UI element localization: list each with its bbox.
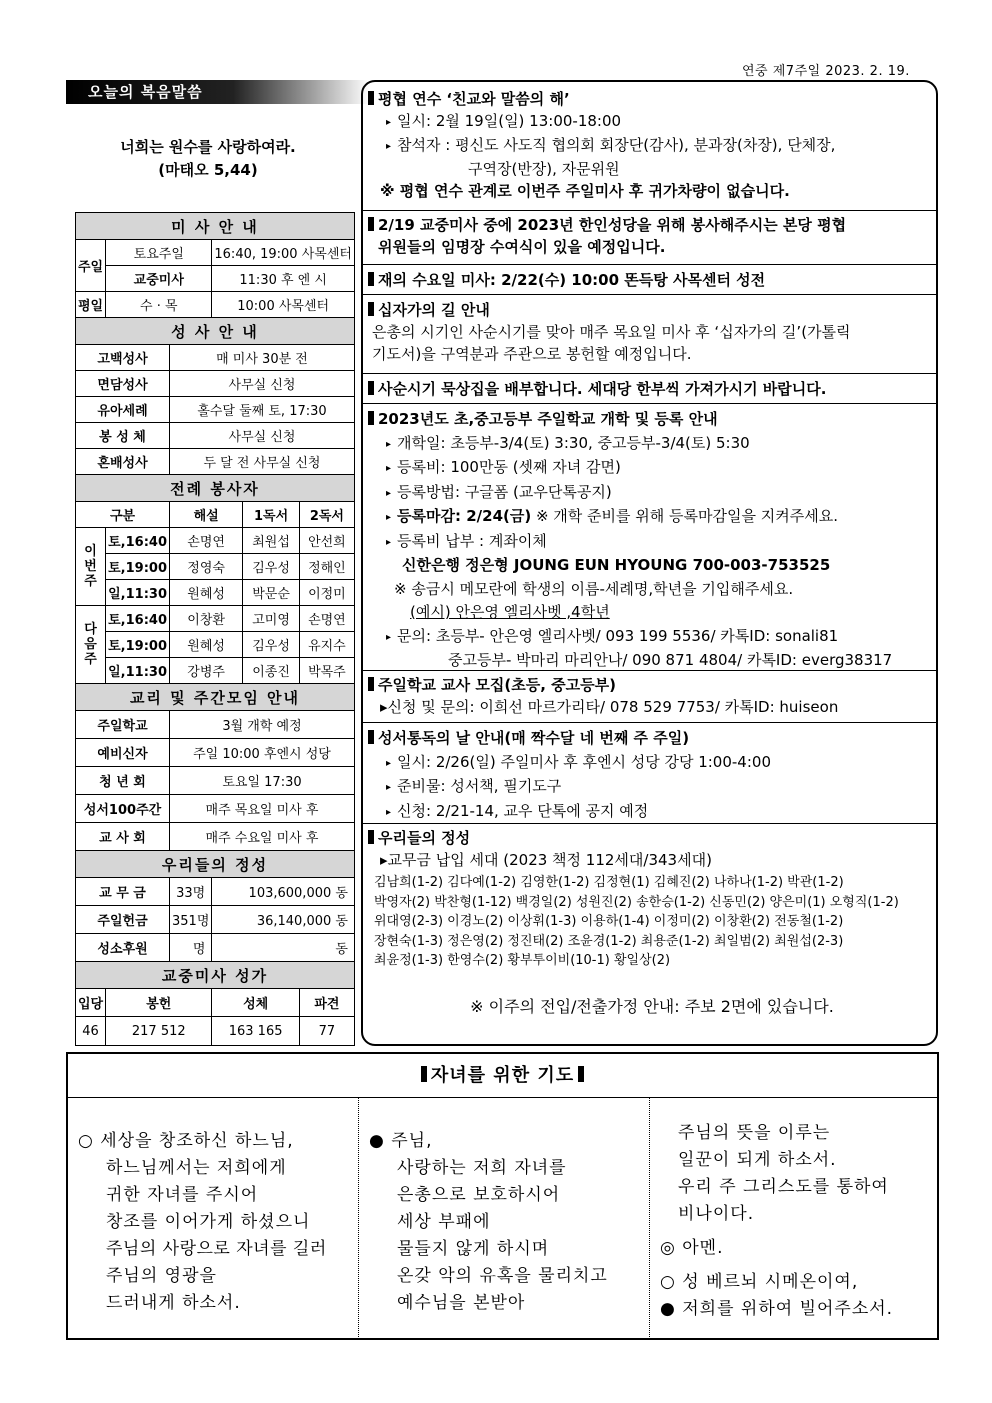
donor-line: 박영자(2) 박찬형(1-12) 백경일(2) 성원진(2) 송한승(1-2) 신동민(2) 양은미(1) 오형직(1-2)	[374, 894, 899, 910]
meeting-name: 예비신자	[76, 739, 170, 767]
donor-line: 최윤정(1-3) 한영수(2) 황부투이비(10-1) 황일상(2)	[374, 953, 671, 968]
bullet-icon: ▸	[386, 463, 392, 474]
divider	[363, 264, 936, 265]
prayer-column-2	[359, 1098, 650, 1339]
meeting-name: 주일학교	[76, 711, 170, 739]
section-marker-icon	[368, 217, 374, 231]
announcement-lent-book	[368, 378, 936, 400]
prayer-line: 사랑하는 저희 자녀를	[397, 1158, 567, 1178]
announcement-line: 중고등부- 박마리 마리안나/ 090 871 4804/ 카톡ID: everg38317	[448, 651, 893, 669]
mass-sat-time: 16:40, 19:00 사목센터	[212, 240, 355, 266]
bullet-icon: ▸	[386, 512, 392, 523]
announcement-note: ※ 송금시 메모란에 학생의 이름-세례명,학년을 기입해주세요.	[394, 579, 794, 598]
announcement-line: 문의: 초등부- 안은영 엘리사벳/ 093 199 5536/ 카톡ID: sonali81	[397, 626, 839, 645]
prayer-line: ○ 세상을 창조하신 하느님,	[78, 1131, 294, 1151]
prayer-title-text: 자녀를 위한 기도	[430, 1065, 575, 1086]
server-commentator: 강병주	[170, 658, 243, 684]
server-time: 일,11:30	[106, 580, 170, 606]
donor-names	[374, 873, 936, 971]
bullet-icon: ▸	[386, 806, 392, 818]
hymn-header: 봉헌	[106, 989, 212, 1017]
meeting-name: 성서100주간	[76, 795, 170, 823]
announcement-line: 2/19 교중미사 중에 2023년 한인성당을 위해 봉사해주시는 본당 평협	[378, 216, 847, 234]
gospel-title-bar	[66, 80, 370, 104]
announcement-line: 은총의 시기인 사순시기를 맞아 매주 목요일 미사 후 ‘십자가의 길’(가톨릭	[372, 323, 851, 341]
announcement-appointment	[368, 214, 936, 258]
prayer-saint: ○ 성 베르뇌 시메온이여,	[660, 1272, 859, 1292]
announcement-line: 개학일: 초등부-3/4(토) 3:30, 중고등부-3/4(토) 5:30	[397, 433, 750, 452]
gospel-reference: (마태오 5,44)	[158, 161, 258, 179]
sacrament-info: 매 미사 30분 전	[170, 345, 355, 371]
announcement-title: 평협 연수 ‘친교와 말씀의 해’	[378, 90, 570, 108]
mass-sat-label: 토요주일	[106, 240, 212, 266]
offering-section-title: 우리들의 정성	[76, 851, 355, 878]
bullet-icon: ▸	[386, 438, 392, 450]
meetings-section-title: 교리 및 주간모임 안내	[76, 684, 355, 711]
sacrament-info: 사무실 신청	[170, 423, 355, 449]
divider	[363, 722, 936, 723]
announcement-synod	[368, 88, 936, 202]
prayer-line: 일꾼이 되게 하소서.	[678, 1150, 837, 1170]
prayer-line: 주님의 뜻을 이루는	[678, 1123, 831, 1143]
announcement-line: 참석자 : 평신도 사도직 협의회 회장단(감사), 분과장(차장), 단체장,	[397, 136, 836, 154]
server-reader1: 이종진	[243, 658, 300, 684]
hymn-header: 성체	[212, 989, 299, 1017]
prayer-line: 귀한 자녀를 주시어	[106, 1185, 259, 1205]
donor-line: 위대영(2-3) 이경노(2) 이상휘(1-3) 이용하(1-4) 이정미(2) 이창환(2) 전동철(1-2)	[374, 914, 844, 929]
mass-section-title: 미 사 안 내	[76, 213, 355, 240]
server-reader2: 이정미	[299, 580, 354, 606]
server-reader2: 유지수	[299, 632, 354, 658]
server-reader1: 김우성	[243, 632, 300, 658]
announcement-line: 준비물: 성서책, 필기도구	[397, 777, 562, 795]
server-time: 토,16:40	[106, 528, 170, 554]
announcement-line: ※ 개학 준비를 위해 등록마감일을 지켜주세요.	[531, 507, 838, 525]
divider	[363, 823, 936, 824]
offering-count: 351명	[170, 906, 212, 934]
announcement-note: ※ 평협 연수 관계로 이번주 주일미사 후 귀가차량이 없습니다.	[380, 182, 790, 200]
announcement-stations	[368, 299, 936, 365]
prayer-line: 온갖 악의 유혹을 물리치고	[397, 1266, 608, 1286]
info-table	[75, 212, 355, 1046]
announcement-line: 재의 수요일 미사: 2/22(수) 10:00 똔득탕 사목센터 성전	[378, 271, 766, 289]
announcement-line: ▸교무금 납입 세대 (2023 책정 112세대/343세대)	[380, 851, 712, 869]
section-marker-icon	[421, 1066, 427, 1082]
announcement-bible-day	[368, 727, 936, 824]
bullet-icon: ▸	[386, 487, 392, 499]
prayer-line: 주님의 사랑으로 자녀를 길러	[106, 1239, 327, 1259]
sacrament-name: 봉 성 체	[76, 423, 170, 449]
meeting-name: 교 사 회	[76, 823, 170, 851]
sacrament-name: 면담성사	[76, 371, 170, 397]
server-time: 토,19:00	[106, 554, 170, 580]
meeting-info: 주일 10:00 후엔시 성당	[170, 739, 355, 767]
announcement-line: 위원들의 임명장 수여식이 있을 예정입니다.	[378, 238, 666, 256]
servers-header: 구분	[76, 502, 170, 528]
server-reader2: 박목주	[299, 658, 354, 684]
section-marker-icon	[368, 91, 374, 105]
donor-line: 김남희(1-2) 김다예(1-2) 김영한(1-2) 김정현(1) 김혜진(2) 나하나(1-2) 박관(1-2)	[374, 875, 844, 890]
hymn-header: 파견	[299, 989, 354, 1017]
announcement-line: 등록비: 100만동 (셋째 자녀 감면)	[397, 458, 621, 476]
announcement-ash-wednesday	[368, 269, 936, 291]
bullet-icon: ▸	[386, 536, 392, 548]
divider	[363, 210, 936, 211]
prayer-column-3	[650, 1098, 937, 1339]
prayer-amen: ◎ 아멘.	[660, 1238, 724, 1258]
next-week-text: 다음주	[84, 622, 97, 667]
prayer-line: 드러내게 하소서.	[106, 1293, 241, 1313]
announcement-line: 구역장(반장), 자문위원	[468, 160, 620, 178]
bullet-icon: ▸	[386, 141, 392, 152]
announcement-teacher-recruit	[368, 674, 936, 718]
bullet-icon: ▸	[386, 631, 392, 643]
gospel-title: 오늘의 복음말씀	[88, 83, 203, 101]
announcement-line: 일시: 2월 19일(일) 13:00-18:00	[397, 112, 622, 130]
server-commentator: 정영숙	[170, 554, 243, 580]
announcement-line: 등록방법: 구글폼 (교우단톡공지)	[397, 482, 612, 501]
transfer-notice: ※ 이주의 전입/전출가정 안내: 주보 2면에 있습니다.	[470, 997, 834, 1016]
hymn-number: 217 512	[106, 1017, 212, 1046]
server-reader1: 박문순	[243, 580, 300, 606]
servers-header: 해설	[170, 502, 243, 528]
offering-name: 교 무 금	[76, 878, 170, 906]
server-time: 일,11:30	[106, 658, 170, 684]
server-reader1: 최원섭	[243, 528, 300, 554]
announcement-title: 우리들의 정성	[378, 829, 471, 847]
prayer-line: 비나이다.	[678, 1204, 755, 1224]
section-marker-icon	[368, 677, 374, 691]
meeting-info: 매주 수요일 미사 후	[170, 823, 355, 851]
donor-line: 장현숙(1-3) 정은영(2) 정진태(2) 조윤경(1-2) 최용준(1-2) 최일범(2) 최원섭(2-3)	[374, 933, 844, 949]
server-commentator: 손명연	[170, 528, 243, 554]
mass-weekday-label: 평일	[76, 292, 106, 318]
hymn-section-title: 교중미사 성가	[76, 962, 355, 989]
sacrament-name: 혼배성사	[76, 449, 170, 475]
meeting-name: 청 년 회	[76, 767, 170, 795]
example-text: (예시) 안은영 엘리사벳 ,4학년	[410, 603, 610, 621]
announcement-sunday-school	[368, 408, 936, 673]
prayer-line: 창조를 이어가게 하셨으니	[106, 1212, 311, 1232]
announcement-line: 등록비 납부 : 계좌이체	[397, 531, 547, 550]
offering-amount: 36,140,000 동	[212, 906, 355, 934]
divider	[363, 294, 936, 295]
section-marker-icon	[368, 730, 374, 744]
announcement-line: 일시: 2/26(일) 주일미사 후 후엔시 성당 강당 1:00-4:00	[397, 752, 771, 771]
prayer-line: 물들지 않게 하시며	[397, 1239, 550, 1259]
offering-count: 33명	[170, 878, 212, 906]
server-reader1: 고미영	[243, 606, 300, 632]
servers-section-title: 전례 봉사자	[76, 475, 355, 502]
prayer-title	[68, 1054, 937, 1098]
announcement-example	[368, 601, 936, 625]
prayer-line: 은총으로 보호하시어	[397, 1185, 561, 1205]
gospel-verse: 너희는 원수를 사랑하여라.	[120, 138, 296, 156]
meeting-info: 3월 개학 예정	[170, 711, 355, 739]
prayer-line: 우리 주 그리스도를 통하여	[678, 1177, 889, 1197]
bulletin-date: 연중 제7주일 2023. 2. 19.	[742, 64, 910, 79]
announcement-offering	[368, 827, 936, 871]
server-reader2: 안선희	[299, 528, 354, 554]
prayer-line: 예수님을 본받아	[397, 1293, 526, 1313]
sacrament-name: 유아세례	[76, 397, 170, 423]
sacrament-section-title: 성 사 안 내	[76, 318, 355, 345]
announcement-title: 성서통독의 날 안내(매 짝수달 네 번째 주 주일)	[378, 729, 690, 747]
hymn-number: 163 165	[212, 1017, 299, 1046]
sacrament-info: 사무실 신청	[170, 371, 355, 397]
prayer-line: 주님의 영광을	[106, 1266, 217, 1286]
offering-amount: 동	[212, 934, 355, 962]
mass-main-time: 11:30 후 엔 시	[212, 266, 355, 292]
hymn-header: 입당	[76, 989, 106, 1017]
bullet-icon: ▸	[386, 757, 392, 769]
servers-header: 1독서	[243, 502, 300, 528]
hymn-number: 77	[299, 1017, 354, 1046]
hymn-number: 46	[76, 1017, 106, 1046]
announcement-line: 등록마감: 2/24(금)	[397, 507, 532, 525]
announcement-title: 주일학교 교사 모집(초등, 중고등부)	[378, 676, 616, 694]
divider	[363, 670, 936, 671]
sacrament-info: 두 달 전 사무실 신청	[170, 449, 355, 475]
meeting-info: 토요일 17:30	[170, 767, 355, 795]
server-commentator: 이창환	[170, 606, 243, 632]
server-time: 토,19:00	[106, 632, 170, 658]
next-week-label	[76, 606, 106, 684]
prayer-line: ● 주님,	[369, 1131, 433, 1151]
divider	[363, 373, 936, 374]
prayer-box	[66, 1052, 939, 1340]
server-time: 토,16:40	[106, 606, 170, 632]
this-week-label	[76, 528, 106, 606]
section-marker-icon	[368, 411, 374, 425]
this-week-text: 이번주	[84, 544, 97, 589]
offering-count: 명	[170, 934, 212, 962]
server-reader2: 손명연	[299, 606, 354, 632]
bank-account: 신한은행 정은형 JOUNG EUN HYOUNG 700-003-753525	[402, 556, 831, 574]
divider	[363, 403, 936, 404]
prayer-response: ● 저희를 위하여 빌어주소서.	[660, 1299, 894, 1319]
section-marker-icon	[368, 381, 374, 395]
bullet-icon: ▸	[386, 782, 392, 793]
section-marker-icon	[578, 1066, 584, 1082]
mass-main-label: 교중미사	[106, 266, 212, 292]
prayer-line: 하느님께서는 저희에게	[106, 1158, 287, 1178]
announcement-title: 2023년도 초,중고등부 주일학교 개학 및 등록 안내	[378, 410, 718, 428]
meeting-info: 매주 목요일 미사 후	[170, 795, 355, 823]
section-marker-icon	[368, 302, 374, 316]
announcement-line: 사순시기 묵상집을 배부합니다. 세대당 한부씩 가져가시기 바랍니다.	[378, 380, 827, 398]
offering-name: 주일헌금	[76, 906, 170, 934]
section-marker-icon	[368, 830, 374, 844]
mass-weekday-time: 10:00 사목센터	[212, 292, 355, 318]
announcement-line: ▸신청 및 문의: 이희선 마르가리타/ 078 529 7753/ 카톡ID: huiseon	[380, 698, 839, 716]
announcement-title: 십자가의 길 안내	[378, 301, 490, 319]
servers-header: 2독서	[299, 502, 354, 528]
server-commentator: 원혜성	[170, 580, 243, 606]
sacrament-name: 고백성사	[76, 345, 170, 371]
offering-name: 성소후원	[76, 934, 170, 962]
server-commentator: 원혜성	[170, 632, 243, 658]
sacrament-info: 홀수달 둘째 토, 17:30	[170, 397, 355, 423]
prayer-line: 세상 부패에	[397, 1212, 491, 1232]
offering-amount: 103,600,000 동	[212, 878, 355, 906]
announcement-line: 기도서)을 구역분과 주관으로 봉헌할 예정입니다.	[372, 345, 692, 363]
announcement-line: 신청: 2/21-14, 교우 단톡에 공지 예정	[397, 801, 649, 820]
prayer-column-1	[68, 1098, 359, 1339]
server-reader2: 정해인	[299, 554, 354, 580]
mass-sunday-label: 주일	[76, 240, 106, 292]
section-marker-icon	[368, 272, 374, 286]
mass-weekday-days: 수 · 목	[106, 292, 212, 318]
bullet-icon: ▸	[386, 117, 392, 128]
server-reader1: 김우성	[243, 554, 300, 580]
